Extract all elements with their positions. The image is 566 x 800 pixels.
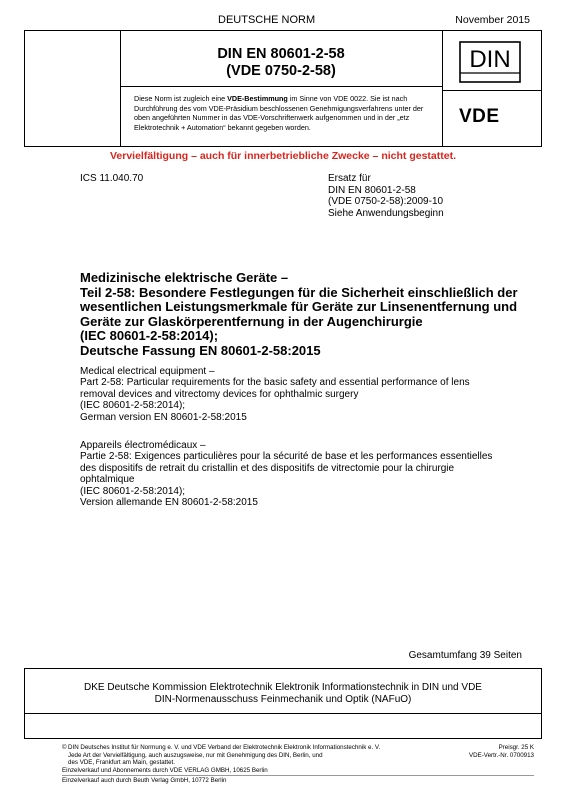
- vde-logo: VDE: [459, 106, 500, 127]
- vde-notice-start: Diese Norm ist zugleich eine: [134, 94, 228, 103]
- sales-beuth-verlag: Einzelverkauf auch durch Beuth Verlag GmbH, 10772 Berlin: [62, 777, 227, 784]
- price-info: [469, 744, 534, 760]
- title-german-line: wesentlichen Leistungsmerkmale für Geräte zur Linsenentfernung und: [80, 299, 518, 314]
- right-frame-line: [541, 30, 542, 146]
- footer-top-rule: [24, 738, 542, 739]
- publication-date: November 2015: [455, 14, 530, 26]
- ics-code: ICS 11.040.70: [80, 173, 144, 184]
- din-logo-text: DIN: [469, 46, 511, 73]
- reproduction-notice: Vervielfältigung – auch für innerbetriebliche Zwecke – nicht gestattet.: [109, 150, 456, 162]
- title-french-line: des dispositifs de retrait du cristallin et des dispositifs de vitrectomie pour la chirurgie: [80, 462, 455, 474]
- header-bottom-rule: [24, 146, 542, 147]
- vde-notice-bold: VDE-Bestimmung: [227, 94, 288, 103]
- replaced-vde-number: (VDE 0750-2-58):2009-10: [328, 196, 444, 208]
- copyright-symbol: ©: [62, 744, 67, 751]
- committee-block: [0, 682, 566, 706]
- vde-order-number: VDE-Vertr.-Nr. 0700913: [469, 752, 534, 759]
- sales-vde-verlag: Einzelverkauf und Abonnements durch VDE VERLAG GMBH, 10625 Berlin: [62, 767, 268, 774]
- replaces-label: Ersatz für: [328, 173, 371, 184]
- title-german-line: (IEC 80601-2-58:2014);: [80, 328, 219, 343]
- vde-notice: [134, 94, 434, 132]
- copyright-notice: [68, 744, 448, 767]
- number-box-divider: [120, 86, 442, 87]
- title-german-line: Medizinische elektrische Geräte –: [80, 270, 289, 285]
- title-english: [80, 366, 536, 423]
- dke-top-rule: [24, 668, 542, 669]
- logo-box-divider: [442, 90, 541, 91]
- title-french-line: Appareils électromédicaux –: [80, 440, 206, 451]
- copyright-line: des VDE, Frankfurt am Main, gestattet.: [68, 759, 175, 766]
- application-note: Siehe Anwendungsbeginn: [328, 207, 444, 219]
- title-english-line: Part 2-58: Particular requirements for the basic safety and essential performance of lens: [80, 377, 470, 389]
- copyright-line: Jede Art der Vervielfältigung, auch auszugsweise, nur mit Genehmigung des DIN, Berlin, und: [68, 751, 323, 759]
- dke-committee: DKE Deutsche Kommission Elektrotechnik Elektronik Informationstechnik in DIN und VDE: [84, 682, 482, 693]
- title-german: [80, 271, 536, 358]
- dke-bottom-rule: [24, 713, 542, 714]
- total-pages: Gesamtumfang 39 Seiten: [408, 650, 522, 661]
- title-french-line: Partie 2-58: Exigences particulières pour la sécurité de base et les performances essentielles: [80, 451, 493, 463]
- nafuo-committee: DIN-Normenausschuss Feinmechanik und Optik (NAFuO): [154, 694, 412, 705]
- title-french-line: (IEC 80601-2-58:2014);: [80, 485, 186, 497]
- title-german-line: Teil 2-58: Besondere Festlegungen für die Sicherheit einschließlich der: [80, 284, 518, 300]
- vde-standard-number: (VDE 0750-2-58): [226, 63, 336, 79]
- top-rule: [24, 30, 542, 31]
- price-group: Preisgr. 25 K: [498, 744, 534, 751]
- din-standard-number: DIN EN 80601-2-58: [217, 46, 345, 62]
- replaced-din-number: DIN EN 80601-2-58: [328, 184, 416, 196]
- vde-notice-end: im Sinne von VDE 0022. Sie ist nach Durchführung des vom VDE-Präsidium beschlossenen Genehmigungsverfahrens unter der oben angeführten Nummer in das VDE-Vorschriftenwerk aufgenommen und in der „etz Elektrotechnik + Automation“ bekannt gegeben worden.: [134, 94, 424, 132]
- title-french: [80, 440, 536, 508]
- title-english-line: Medical electrical equipment –: [80, 366, 215, 377]
- standard-number-block: [120, 46, 442, 80]
- title-box-right-line: [442, 30, 443, 146]
- title-french-line: Version allemande EN 80601-2-58:2015: [80, 497, 258, 509]
- title-german-line: Deutsche Fassung EN 80601-2-58:2015: [80, 342, 321, 358]
- copyright-line: DIN Deutsches Institut für Normung e. V. und VDE Verband der Elektrotechnik Elektronik Informationstechnik e. V.: [68, 744, 381, 751]
- sales-divider: [62, 775, 534, 776]
- title-german-line: Geräte zur Glaskörperentfernung in der Augenchirurgie: [80, 313, 423, 329]
- left-frame-line: [24, 30, 25, 146]
- title-english-line: German version EN 80601-2-58:2015: [80, 411, 247, 423]
- din-logo: [456, 40, 526, 84]
- replaces-block: [328, 173, 444, 219]
- document-type-label: DEUTSCHE NORM: [218, 14, 316, 26]
- title-french-line: ophtalmique: [80, 474, 135, 486]
- title-english-line: (IEC 80601-2-58:2014);: [80, 400, 186, 412]
- title-english-line: removal devices and vitrectomy devices for ophthalmic surgery: [80, 388, 359, 400]
